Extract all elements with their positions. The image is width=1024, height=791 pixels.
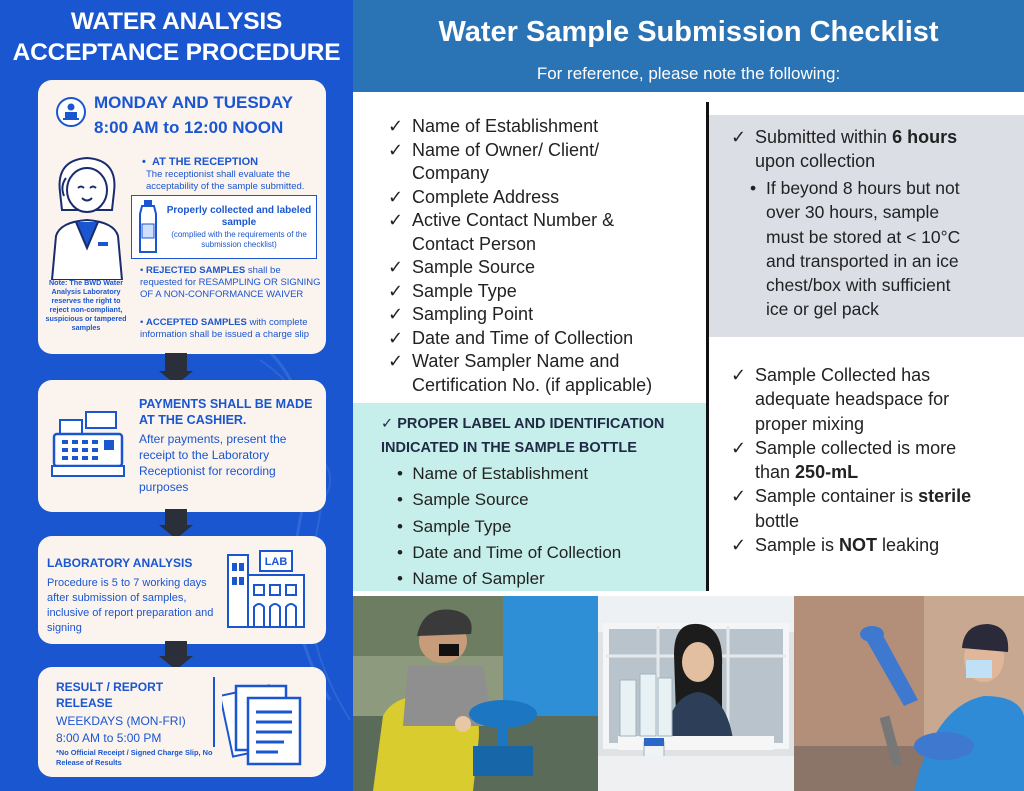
payment-text: After payments, present the receipt to the Laboratory Receptionist for recording purposes xyxy=(139,432,287,494)
check-icon: ✓ xyxy=(731,535,747,556)
check-icon: ✓ xyxy=(388,327,404,348)
check-icon: ✓ xyxy=(731,486,747,507)
flow-arrow xyxy=(165,509,187,525)
accepted-samples-rule: • ACCEPTED SAMPLES with complete information shall be issued a charge slip xyxy=(140,317,309,340)
check-icon: ✓ xyxy=(388,257,404,277)
laboratory-text: Procedure is 5 to 7 working days after submission of samples, inclusive of report preparation and signing xyxy=(47,577,214,634)
check-icon: ✓ xyxy=(381,416,398,432)
checklist-item-cont: Certification No. (if applicable) xyxy=(412,374,653,395)
label-items-list xyxy=(397,461,697,592)
procedure-title: WATER ANALYSIS ACCEPTANCE PROCEDURE xyxy=(12,8,341,66)
release-title: RESULT / REPORT RELEASE xyxy=(56,680,164,710)
checklist-item-cont: Contact Person xyxy=(412,233,537,254)
documents-icon xyxy=(222,676,306,768)
checklist-item: ✓ Name of Owner/ Client/ xyxy=(388,139,706,163)
photo-water-sampling xyxy=(353,596,598,791)
reception-days: MONDAY AND TUESDAY xyxy=(94,93,294,112)
checklist-item: ✓ Active Contact Number & xyxy=(388,209,706,233)
reception-hours: 8:00 AM to 12:00 NOON xyxy=(94,118,284,137)
lab-sign: LAB xyxy=(264,556,288,568)
check-icon: ✓ xyxy=(731,127,747,147)
at-reception-heading: • AT THE RECEPTION xyxy=(142,156,259,168)
at-reception-text: The receptionist shall evaluate the acceptability of the sample submitted. xyxy=(146,169,305,192)
flow-arrow xyxy=(165,353,187,371)
submission-time-text: ✓ Submitted within 6 hours upon collection xyxy=(731,127,958,171)
check-icon: ✓ xyxy=(388,280,404,301)
label-item: • Sample Source xyxy=(397,490,529,510)
payment-title: PAYMENTS SHALL BE MADE AT THE CASHIER. xyxy=(139,397,313,427)
check-icon: ✓ xyxy=(731,437,747,458)
checklist-item: ✓ Complete Address xyxy=(388,186,706,210)
checklist-item: ✓ Sampling Point xyxy=(388,303,706,327)
checklist-item: ✓ Sample Type xyxy=(388,280,706,304)
check-icon: ✓ xyxy=(388,210,404,230)
checklist-item: ✓ Sample Source xyxy=(388,256,706,280)
checklist-item: ✓ Water Sampler Name and xyxy=(388,350,706,374)
photo-laboratory-testing xyxy=(794,596,1024,791)
release-days: WEEKDAYS (MON-FRI) xyxy=(56,714,186,728)
accept-criteria-text: (complied with the requirements of the submission checklist) xyxy=(171,230,307,249)
check-icon: ✓ xyxy=(388,304,404,324)
check-icon: ✓ xyxy=(731,365,747,385)
cash-register-icon xyxy=(50,410,126,478)
laboratory-title: LABORATORY ANALYSIS xyxy=(47,556,193,570)
storage-requirement: • If beyond 8 hours but not over 30 hours, sample must be stored at < 10°C and transported in an ice chest/box with sufficient ice or gel pack xyxy=(750,178,961,320)
checklist-item: ✓ Name of Establishment xyxy=(388,115,706,139)
label-item: • Date and Time of Collection xyxy=(397,542,622,562)
sample-condition-list: ✓ Sample Collected has adequate headspace for proper mixing ✓ Sample collected is more than 250-mL ✓ Sample container is sterile bottle ✓ Sample is NOT leaking xyxy=(731,363,1023,557)
rejected-samples-rule: • REJECTED SAMPLES shall be requested for RESAMPLING OR SIGNING OF A NON-CONFORMANCE WAIVER xyxy=(140,265,321,300)
checklist-subtitle: For reference, please note the following: xyxy=(536,64,841,83)
release-divider xyxy=(213,677,215,747)
receptionist-illustration xyxy=(46,152,128,280)
label-item: • Sample Type xyxy=(397,516,512,536)
checklist-item: ✓ Date and Time of Collection xyxy=(388,327,706,351)
check-icon: ✓ xyxy=(388,116,404,136)
flow-arrow xyxy=(165,641,187,656)
label-section-title: ✓ PROPER LABEL AND IDENTIFICATION INDICATED IN THE SAMPLE BOTTLE xyxy=(381,416,665,456)
checklist-item-cont: Company xyxy=(412,163,490,183)
sample-bottle-icon xyxy=(136,200,160,254)
check-icon: ✓ xyxy=(388,186,404,207)
rejection-note: Note: The BWD Water Analysis Laboratory reserves the right to reject non-compliant, suspicious or tampered samples xyxy=(45,278,127,332)
label-item: • Name of Establishment xyxy=(397,464,589,483)
accept-criteria-title: Properly collected and labeled sample xyxy=(166,205,312,228)
required-info-list xyxy=(388,115,706,397)
check-icon: ✓ xyxy=(388,139,404,160)
reception-desk-icon xyxy=(56,97,86,127)
photo-sample-receiving xyxy=(598,596,794,791)
check-icon: ✓ xyxy=(388,351,404,371)
label-item: • Name of Sampler xyxy=(397,569,545,589)
release-hours: 8:00 AM to 5:00 PM xyxy=(56,731,162,745)
checklist-title: Water Sample Submission Checklist xyxy=(438,16,939,48)
release-note: *No Official Receipt / Signed Charge Slip, No Release of Results xyxy=(56,748,213,767)
